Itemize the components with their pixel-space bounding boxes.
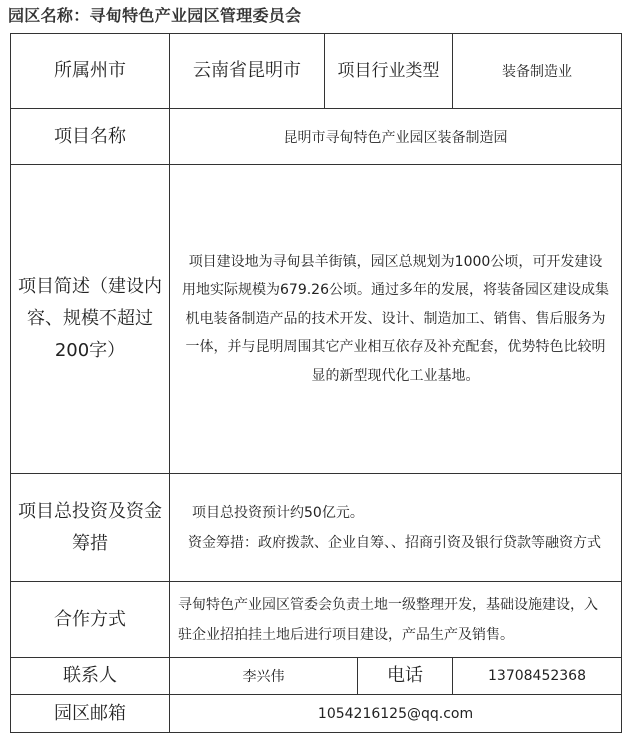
investment-amount: 项目总投资预计约50亿元。: [192, 504, 364, 521]
email-label: 园区邮箱: [11, 695, 170, 733]
email-value: 1054216125@qq.com: [170, 695, 622, 733]
city-label: 所属州市: [11, 34, 170, 109]
info-table: [10, 33, 622, 733]
project-name-value: 昆明市寻甸特色产业园区装备制造园: [170, 109, 622, 165]
investment-label: 项目总投资及资金筹措: [11, 474, 170, 582]
project-name-label: 项目名称: [11, 109, 170, 165]
cooperation-label: 合作方式: [11, 582, 170, 658]
investment-funding: 资金筹措：政府拨款、企业自筹、、招商引资及银行贷款等融资方式: [188, 534, 601, 551]
description-label: 项目简述（建设内容、规模不超过200字）: [11, 165, 170, 474]
table-row-email: [11, 695, 622, 733]
contact-label: 联系人: [11, 658, 170, 695]
table-row-project-name: [11, 109, 622, 165]
table-row-city: [11, 34, 622, 109]
city-value: 云南省昆明市: [170, 34, 325, 109]
phone-value: 13708452368: [453, 658, 622, 695]
table-row-investment: [11, 474, 622, 582]
cooperation-value: 寻甸特色产业园区管委会负责土地一级整理开发，基础设施建设，入驻企业招拍挂土地后进行项目建设，产品生产及销售。: [170, 582, 622, 658]
phone-label: 电话: [358, 658, 453, 695]
page-title: 园区名称：寻甸特色产业园区管理委员会: [8, 6, 302, 25]
industry-label: 项目行业类型: [325, 34, 453, 109]
description-value: 项目建设地为寻甸县羊街镇，园区总规划为1000公顷，可开发建设用地实际规模为679.26公顷。通过多年的发展，将装备园区建设成集机电装备制造产品的技术开发、设计、制造加工、销售、售后服务为一体，并与昆明周围其它产业相互依存及补充配套，优势特色比较明显的新型现代化工业基地。: [170, 165, 622, 474]
contact-value: 李兴伟: [170, 658, 358, 695]
table-row-cooperation: [11, 582, 622, 658]
table-row-contact: [11, 658, 622, 695]
investment-cell: [170, 474, 622, 582]
table-row-description: [11, 165, 622, 474]
industry-value: 装备制造业: [453, 34, 622, 109]
